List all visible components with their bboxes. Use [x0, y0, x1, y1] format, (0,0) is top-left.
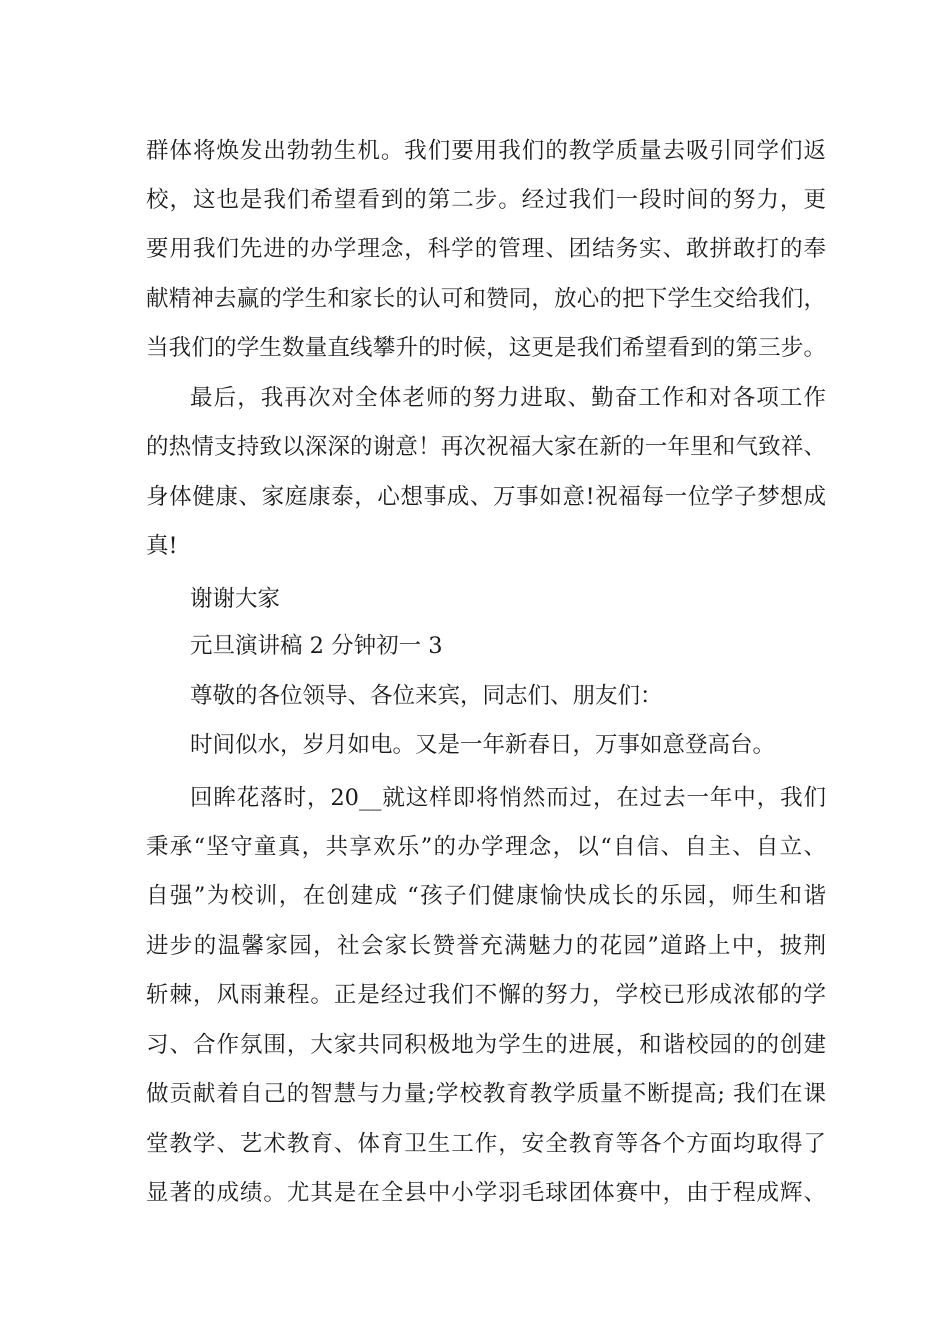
- text-line: 校，这也是我们希望看到的第二步。经过我们一段时间的努力，更: [146, 187, 826, 213]
- text-line: 斩棘，风雨兼程。正是经过我们不懈的努力，学校已形成浓郁的学: [146, 982, 826, 1008]
- text-line: 最后，我再次对全体老师的努力进取、勤奋工作和对各项工作: [190, 385, 826, 411]
- text-line: 习、合作氛围，大家共同积极地为学生的进展，和谐校园的的创建: [146, 1032, 826, 1058]
- text-line: 堂教学、艺术教育、体育卫生工作，安全教育等各个方面均取得了: [146, 1131, 826, 1157]
- text-line: 自强”为校训，在创建成 “孩子们健康愉快成长的乐园，师生和谐: [146, 883, 826, 909]
- text-line: 做贡献着自己的智慧与力量;学校教育教学质量不断提高; 我们在课: [146, 1081, 826, 1107]
- salutation: 尊敬的各位领导、各位来宾，同志们、朋友们：: [190, 683, 663, 709]
- text-line: 当我们的学生数量直线攀升的时候，这更是我们希望看到的第三步。: [146, 335, 826, 361]
- text-line: 身体健康、家庭康泰，心想事成、万事如意!祝福每一位学子梦想成: [146, 484, 826, 510]
- text-line: 群体将焕发出勃勃生机。我们要用我们的教学质量去吸引同学们返: [146, 138, 826, 164]
- text-line: 献精神去赢的学生和家长的认可和赞同，放心的把下学生交给我们，: [146, 286, 826, 312]
- text-line: 要用我们先进的办学理念，科学的管理、团结务实、敢拼敢打的奉: [146, 236, 826, 262]
- text-line: 显著的成绩。尤其是在全县中小学羽毛球团体赛中，由于程成辉、: [146, 1180, 826, 1206]
- text-line: 进步的温馨家园，社会家长赞誉充满魅力的花园”道路上中，披荆: [146, 933, 826, 959]
- text-line: 谢谢大家: [190, 586, 281, 612]
- text-line: 秉承“坚守童真，共享欢乐”的办学理念，以“自信、自主、自立、: [146, 834, 826, 860]
- text-line: 回眸花落时，20__就这样即将悄然而过，在过去一年中，我们: [190, 785, 826, 811]
- text-line: 真!: [146, 533, 178, 559]
- text-line: 的热情支持致以深深的谢意！再次祝福大家在新的一年里和气致祥、: [146, 434, 826, 460]
- section-heading: 元旦演讲稿 2 分钟初一 3: [190, 633, 443, 659]
- text-line: 时间似水，岁月如电。又是一年新春日，万事如意登高台。: [190, 732, 776, 758]
